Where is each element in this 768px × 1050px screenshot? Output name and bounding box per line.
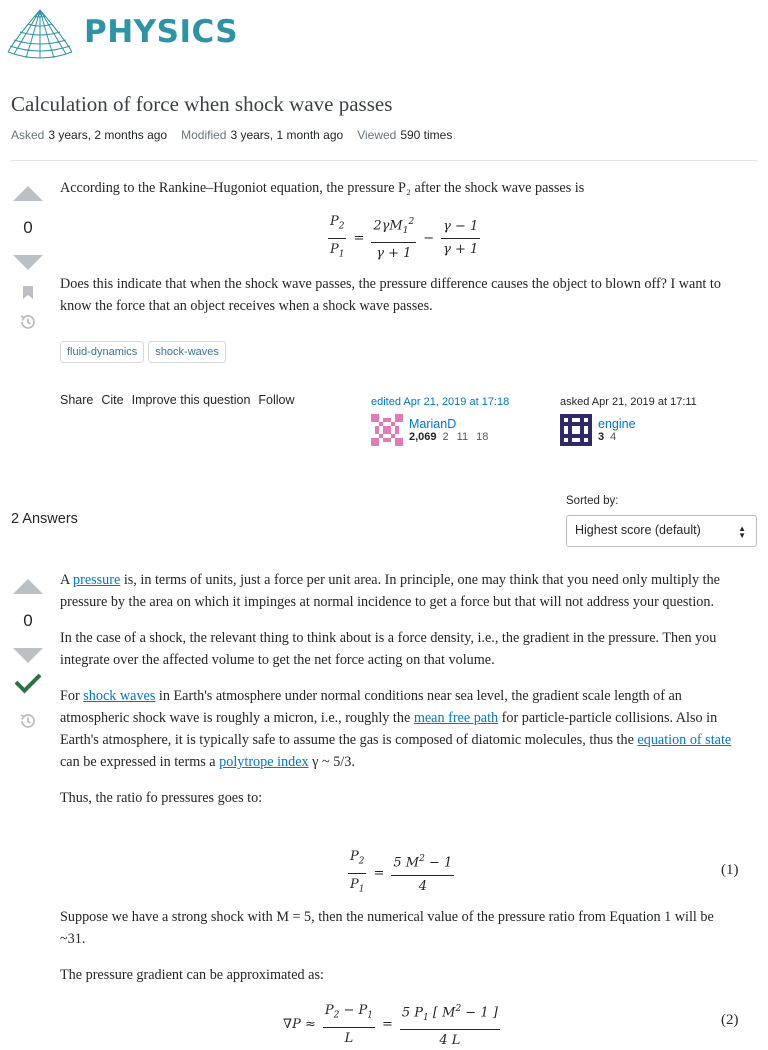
owner-rep: 3 (598, 431, 605, 443)
bronze-badges: 18 (476, 431, 489, 443)
improve-question-link[interactable]: Improve this question (131, 393, 251, 407)
rankine-hugoniot-equation: $\frac{P_2}{P_1}$ = $\frac{2\gamma M_1^2}{\gamma + 1}$ − $\frac{\gamma - 1}{\gamma + 1}$ (330, 214, 479, 262)
site-name[interactable]: PHYSICS (84, 14, 239, 50)
question-title[interactable]: Calculation of force when shock wave passes (11, 92, 393, 116)
question-vote-count: 0 (23, 218, 33, 237)
question-paragraph: According to the Rankine–Hugoniot equation, the pressure P₂ after the shock wave passes is (60, 180, 585, 196)
bookmark-button[interactable] (8, 286, 48, 299)
pressure-link[interactable]: pressure (73, 572, 121, 588)
owner-name[interactable]: engine (598, 417, 636, 431)
asked-label: Asked (11, 128, 45, 142)
answer-paragraph: For shock waves in Earth's atmosphere under normal conditions near sea level, the gradient scale length of an atmospheric shock wave is roughly a micron, i.e., roughly the mean free path for particle-particle collisions. Also in Earth's atmosphere, it is typically safe to assume the gas is composed of diatomic molecules, thus the equation of state can be expressed in terms a polytrope index γ ~ 5/3. (60, 688, 732, 770)
viewed-value: 590 times (400, 128, 453, 142)
bronze-badges: 4 (610, 431, 617, 443)
silver-badges: 11 (456, 431, 469, 443)
answer-paragraph: The pressure gradient can be approximated as: (60, 967, 324, 983)
pressure-gradient-equation: ∇P ≈ $\frac{P_2 - P_1}{L}$ = $\frac{5 P_1 [ M^2 - 1 ]}{4 L}$ (283, 1000, 503, 1050)
asked-stamp[interactable]: asked Apr 21, 2019 at 17:11 (560, 396, 697, 408)
answer-body (60, 569, 740, 823)
gold-badges: 2 (442, 431, 449, 443)
answer-paragraph: Suppose we have a strong shock with M = 5, then the numerical value of the pressure ratio from Equation 1 will be ~31. (60, 909, 714, 947)
mean-free-path-link[interactable]: mean free path (413, 710, 499, 726)
shock-waves-link[interactable]: shock waves (83, 688, 156, 704)
tag-fluid-dynamics[interactable]: fluid-dynamics (60, 341, 144, 363)
question-paragraph: Does this indicate that when the shock wave passes, the pressure difference causes the object to blown off? I want to know the force that an object receives when a shock wave passes. (60, 276, 721, 314)
editor-details (409, 417, 496, 443)
viewed-meta (357, 128, 452, 142)
history-icon[interactable] (18, 711, 38, 731)
question-meta (11, 128, 452, 142)
answer-paragraph: A pressure is, in terms of units, just a force per unit area. In principle, one may think that you need only multiply the pressure by the area on which it impinges at normal incidence to get a force but that will not address your question. (60, 572, 720, 610)
asked-value: 3 years, 2 months ago (48, 128, 168, 142)
cite-link[interactable]: Cite (101, 393, 124, 407)
bookmark-icon (23, 286, 33, 299)
follow-link[interactable]: Follow (258, 393, 295, 407)
asked-meta (11, 128, 167, 142)
owner-card (560, 414, 697, 446)
sorted-by-label: Sorted by: (566, 495, 619, 507)
pressure-ratio-equation: $\frac{P_2}{P_1}$ = $\frac{5 M^2 - 1}{4}$ (350, 849, 453, 895)
avatar[interactable] (560, 414, 592, 446)
answer-paragraph: Thus, the ratio fo pressures goes to: (60, 790, 263, 806)
physics-logo-icon[interactable] (6, 8, 74, 60)
answer-votecell (8, 579, 48, 735)
downvote-arrow-icon[interactable] (13, 648, 43, 663)
downvote-arrow-icon[interactable] (13, 255, 43, 270)
upvote-arrow-icon[interactable] (13, 186, 43, 201)
editor-card (371, 414, 509, 446)
modified-meta (181, 128, 343, 142)
owner-reputation (598, 431, 636, 443)
post-menu (60, 393, 295, 407)
answer-body-2 (60, 906, 740, 1000)
viewed-label: Viewed (357, 128, 397, 142)
sort-arrows-icon: ▲ ▼ (738, 524, 746, 540)
editor-reputation (409, 431, 496, 443)
equation-number: (2) (721, 1012, 739, 1028)
answers-count: 2 Answers (11, 511, 78, 527)
header-divider (11, 160, 757, 161)
share-link[interactable]: Share (60, 393, 94, 407)
equation-number: (1) (721, 862, 739, 878)
question-tags (60, 341, 226, 363)
upvote-arrow-icon[interactable] (13, 579, 43, 594)
sort-select-value: Highest score (default) (575, 523, 701, 537)
modified-value[interactable]: 3 years, 1 month ago (230, 128, 344, 142)
question-body (60, 177, 740, 213)
question-body-2 (60, 273, 740, 331)
accepted-check-icon (15, 667, 42, 694)
owner-details (598, 417, 636, 443)
edited-stamp[interactable]: edited Apr 21, 2019 at 17:18 (371, 396, 510, 408)
tag-shock-waves[interactable]: shock-waves (148, 341, 226, 363)
question-votecell (8, 186, 48, 336)
editor-rep: 2,069 (409, 431, 437, 443)
site-header (0, 0, 768, 72)
editor-name[interactable]: MarianD (409, 417, 457, 431)
answer-paragraph: In the case of a shock, the relevant thing to think about is a force density, i.e., the gradient in the pressure. Then you integrate over the affected volume to get the net force acting on that volume. (60, 630, 717, 668)
polytrope-index-link[interactable]: polytrope index (219, 754, 309, 770)
edited-signature (371, 396, 509, 446)
history-icon[interactable] (18, 312, 38, 332)
equation-of-state-link[interactable]: equation of state (637, 732, 732, 748)
modified-label: Modified (181, 128, 227, 142)
answer-vote-count: 0 (23, 611, 33, 630)
asked-signature (560, 396, 697, 446)
avatar[interactable] (371, 414, 403, 446)
sort-select[interactable] (566, 515, 757, 547)
